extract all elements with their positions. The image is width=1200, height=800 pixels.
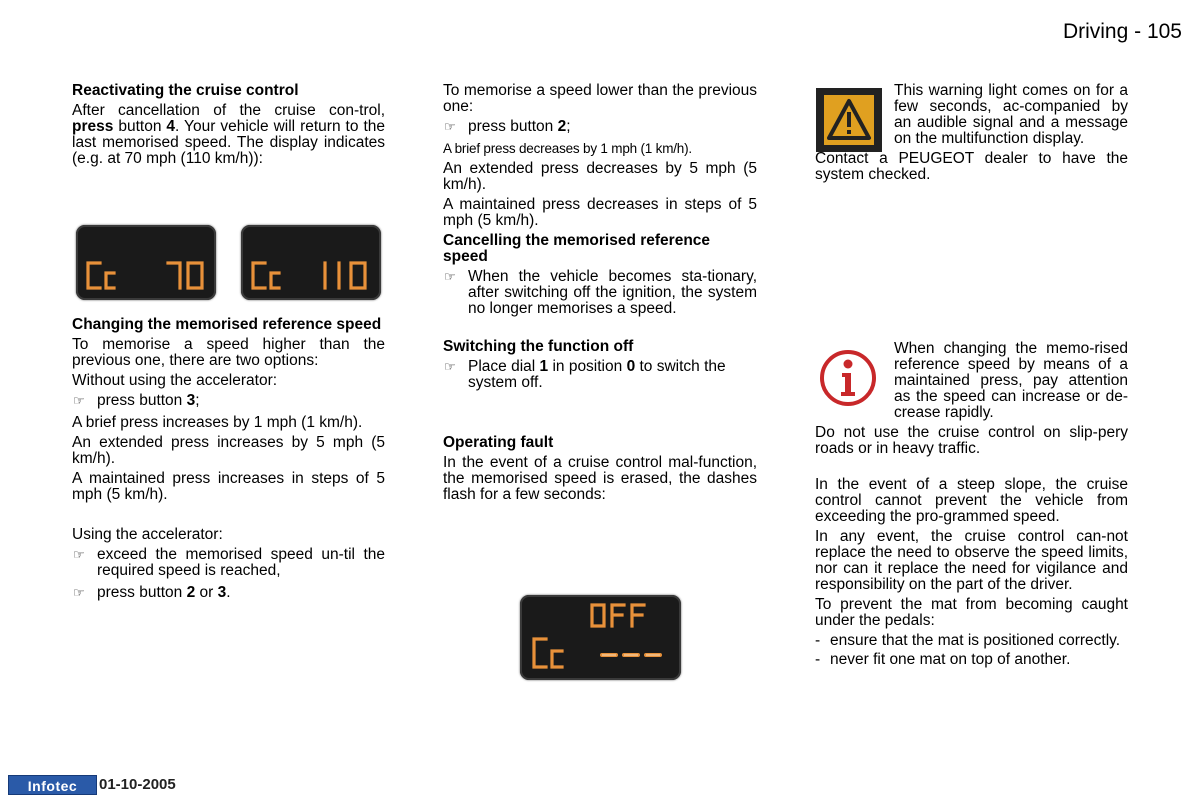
lower-intro: To memorise a speed lower than the previous one: — [443, 82, 757, 115]
changing-heading: Changing the memorised reference speed — [72, 316, 382, 333]
switching-heading: Switching the function off — [443, 338, 634, 355]
slope-text: In the event of a steep slope, the cruise control cannot prevent the vehicle from exceeding the pro-grammed speed. — [815, 476, 1128, 525]
bullet-switching-off: ☞ Place dial 1 in position 0 to switch the system off. — [444, 358, 726, 391]
warning-text: This warning light comes on for a few seconds, ac-companied by an audible signal and a message on the multifunction display. — [894, 82, 1128, 147]
column-1-lower — [72, 317, 385, 607]
bullet-press-2-or-3: ☞ press button 2 or 3. — [73, 584, 231, 601]
mat-intro: To prevent the mat from becoming caught under the pedals: — [815, 596, 1128, 629]
maintained-press-decrease: A maintained press decreases in steps of 5 mph (5 km/h). — [443, 196, 757, 229]
pointing-hand-icon: ☞ — [73, 585, 85, 600]
column-2 — [443, 83, 757, 507]
slippery-text: Do not use the cruise control on slip-pery roads or in heavy traffic. — [815, 424, 1128, 457]
higher-intro: To memorise a speed higher than the previous one, there are two options: — [72, 336, 385, 369]
reactivate-text: After cancellation of the cruise con-trol, press button 4. Your vehicle will return to the last memorised speed. The display indicates (e.g. at 70 mph (110 km/h)): — [72, 102, 385, 167]
infotec-logo: Infotec — [8, 775, 97, 795]
bullet-press-2: ☞ press button 2; — [444, 118, 571, 135]
reactivate-heading: Reactivating the cruise control — [72, 82, 299, 99]
lcd-readout-70 — [76, 225, 216, 300]
using-accel: Using the accelerator: — [72, 526, 223, 543]
maintained-press-increase: A maintained press increases in steps of 5 mph (5 km/h). — [72, 470, 385, 503]
bullet-cancelling: ☞ When the vehicle becomes sta-tionary, after switching off the ignition, the system no longer memorises a speed. — [444, 268, 757, 317]
pointing-hand-icon: ☞ — [444, 359, 456, 374]
bullet-press-3: ☞ press button 3; — [73, 392, 200, 409]
lcd-readout-110 — [241, 225, 381, 300]
without-accel: Without using the accelerator: — [72, 372, 278, 389]
contact-text: Contact a PEUGEOT dealer to have the system checked. — [815, 150, 1128, 183]
column-3 — [815, 83, 1128, 187]
brief-press-increase: A brief press increases by 1 mph (1 km/h). — [72, 414, 363, 431]
column-3-lower — [815, 341, 1128, 671]
display-cc-110 — [241, 225, 381, 300]
pointing-hand-icon: ☞ — [444, 269, 456, 284]
page-header: Driving - 105 — [1062, 20, 1182, 43]
mat-item-2: - never fit one mat on top of another. — [815, 651, 1071, 668]
pointing-hand-icon: ☞ — [73, 393, 85, 408]
pointing-hand-icon: ☞ — [73, 547, 85, 562]
extended-press-increase: An extended press increases by 5 mph (5 km/h). — [72, 434, 385, 467]
footer-date: 01-10-2005 — [99, 776, 176, 793]
display-off — [520, 595, 681, 680]
any-event-text: In any event, the cruise control can-not replace the need to observe the speed limits, nor can it replace the need for vigilance and responsibility on the part of the driver. — [815, 528, 1128, 593]
cancelling-heading: Cancelling the memorised reference speed — [443, 232, 711, 265]
pointing-hand-icon: ☞ — [444, 119, 456, 134]
display-cc-70 — [76, 225, 216, 300]
extended-press-decrease: An extended press decreases by 5 mph (5 km/h). — [443, 160, 757, 193]
mat-item-1: - ensure that the mat is positioned correctly. — [815, 632, 1121, 649]
fault-text: In the event of a cruise control mal-function, the memorised speed is erased, the dashes flash for a few seconds: — [443, 454, 757, 503]
column-1 — [72, 83, 385, 171]
lcd-readout-off — [520, 595, 681, 680]
brief-press-decrease: A brief press decreases by 1 mph (1 km/h). — [443, 141, 692, 156]
info-text: When changing the memo-rised reference speed by means of a maintained press, pay attention as the speed can increase or de-crease rapidly. — [894, 340, 1128, 421]
fault-heading: Operating fault — [443, 434, 554, 451]
bullet-exceed-speed: ☞ exceed the memorised speed un-til the required speed is reached, — [73, 546, 385, 579]
